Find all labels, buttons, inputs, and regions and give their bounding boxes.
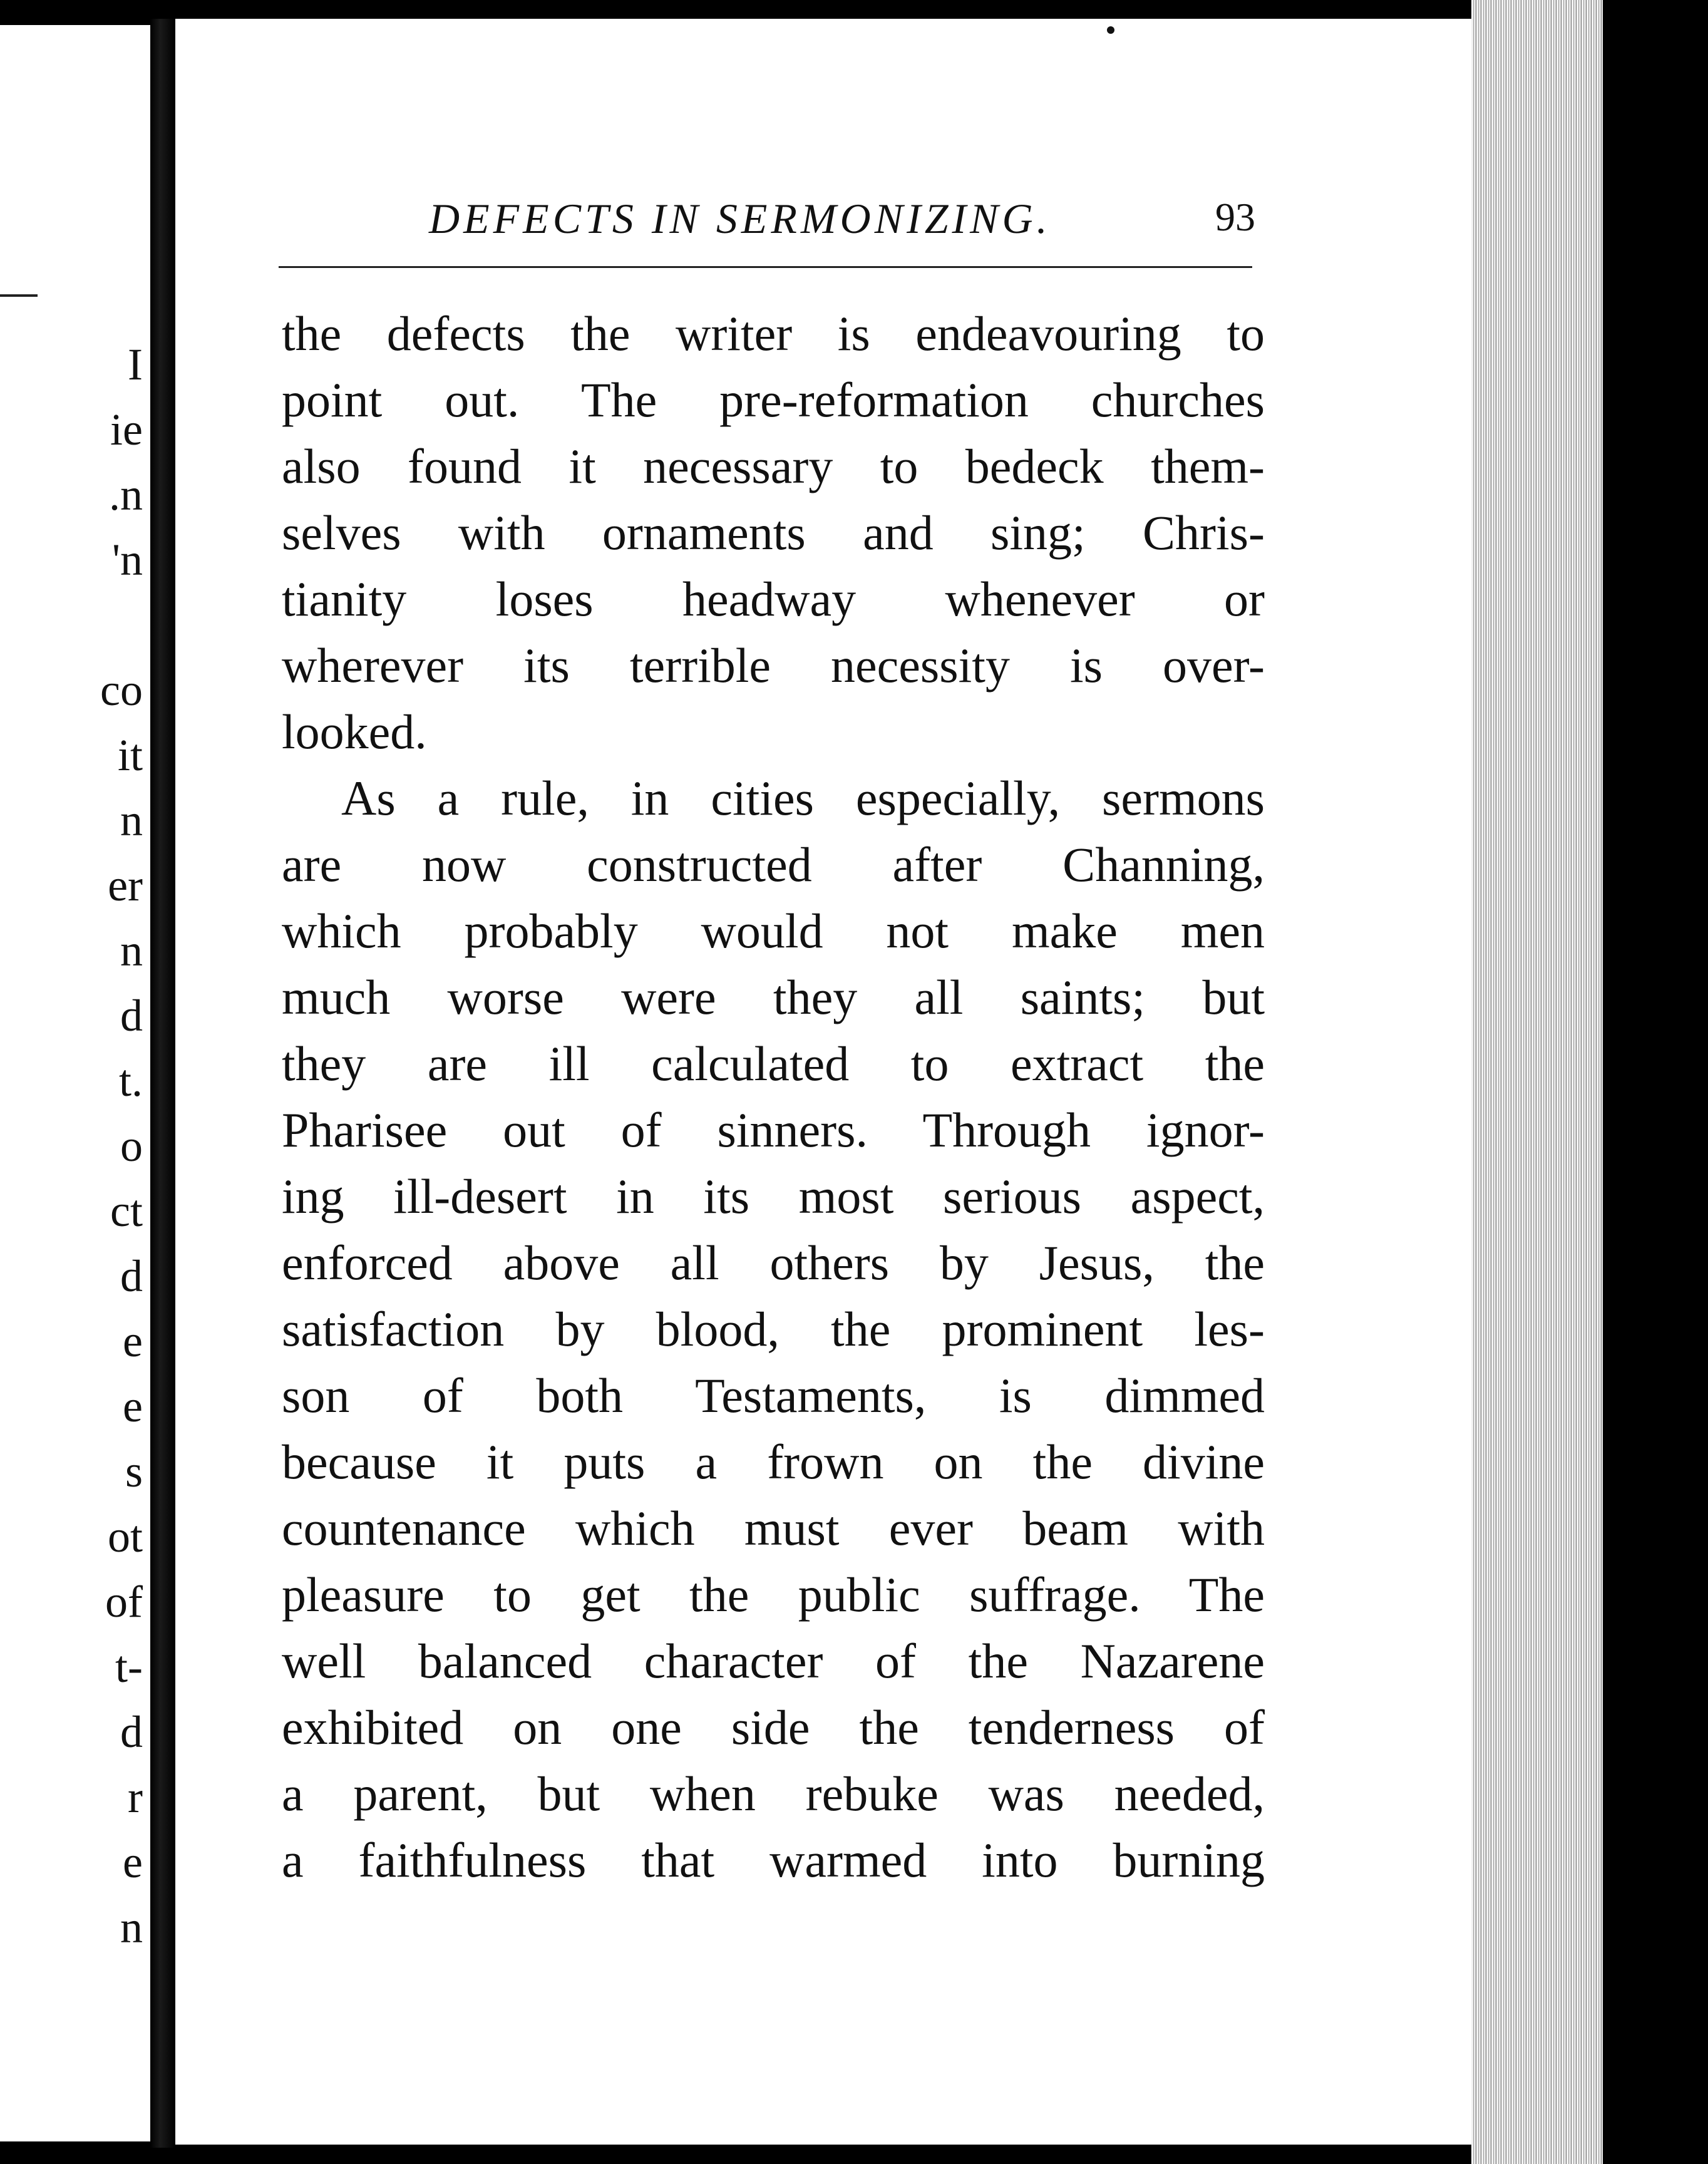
page-number: 93 [1215,195,1255,239]
ink-speck [1107,26,1114,34]
left-page-rule [0,294,38,297]
left-fragment: of [105,1577,143,1627]
text-line: well balanced character of the Nazarene [282,1634,1265,1688]
left-fragment: co [100,665,143,715]
text-line: ing ill-desert in its most serious aspect, [282,1169,1265,1224]
left-fragment: s [125,1446,143,1497]
text-line: son of both Testaments, is dimmed [282,1368,1265,1423]
left-page [0,25,150,2141]
text-line: enforced above all others by Jesus, the [282,1235,1265,1290]
left-fragment: t- [115,1642,143,1692]
text-line: satisfaction by blood, the prominent les- [282,1302,1265,1356]
left-fragment: d [120,1251,143,1301]
left-fragment: n [120,1902,143,1952]
left-fragment: d [120,991,143,1041]
left-fragment: it [117,730,143,780]
left-fragment: o [120,1121,143,1171]
text-line: pleasure to get the public suffrage. The [282,1567,1265,1622]
text-line: a faithfulness that warmed into burning [282,1833,1265,1887]
left-fragment: ie [110,404,143,455]
book-gutter [150,19,175,2148]
text-line: also found it necessary to bedeck them- [282,439,1265,493]
left-fragment: .n [109,470,143,520]
text-line: a parent, but when rebuke was needed, [282,1766,1265,1821]
left-fragment: r [128,1772,143,1822]
text-line: exhibited on one side the tenderness of [282,1700,1265,1754]
left-fragment: ot [107,1512,143,1562]
left-fragment: d [120,1707,143,1757]
left-fragment [100,592,143,657]
text-line: tianity loses headway whenever or [282,572,1265,626]
left-fragment: 'n [112,535,143,585]
text-line: countenance which must ever beam with [282,1501,1265,1555]
left-fragment: I [128,339,143,389]
text-line: they are ill calculated to extract the [282,1036,1265,1091]
left-page-text [100,332,143,1960]
header-rule [279,266,1252,268]
running-title: DEFECTS IN SERMONIZING. [429,195,1051,242]
text-line: selves with ornaments and sing; Chris- [282,505,1265,560]
text-line: the defects the writer is endeavouring to [282,306,1265,361]
text-line: wherever its terrible necessity is over- [282,638,1265,693]
left-fragment: n [120,795,143,845]
text-line: much worse were they all saints; but [282,970,1265,1024]
left-fragment: er [108,860,143,910]
text-line: looked. [282,704,427,759]
left-fragment: e [123,1837,143,1887]
running-head [254,188,1255,257]
left-fragment: t. [118,1056,143,1106]
page-edges-shadow [1603,0,1708,2164]
left-fragment: n [120,925,143,976]
body-text [282,301,1265,1894]
text-line: As a rule, in cities especially, sermons [341,771,1265,825]
text-line: which probably would not make men [282,904,1265,958]
left-fragment: e [123,1316,143,1366]
text-line: point out. The pre-reformation churches [282,373,1265,427]
text-line: are now constructed after Channing, [282,837,1265,892]
left-fragment: ct [110,1186,143,1236]
text-line: because it puts a frown on the divine [282,1435,1265,1489]
text-line: Pharisee out of sinners. Through ignor- [282,1103,1265,1157]
left-fragment: e [123,1381,143,1431]
